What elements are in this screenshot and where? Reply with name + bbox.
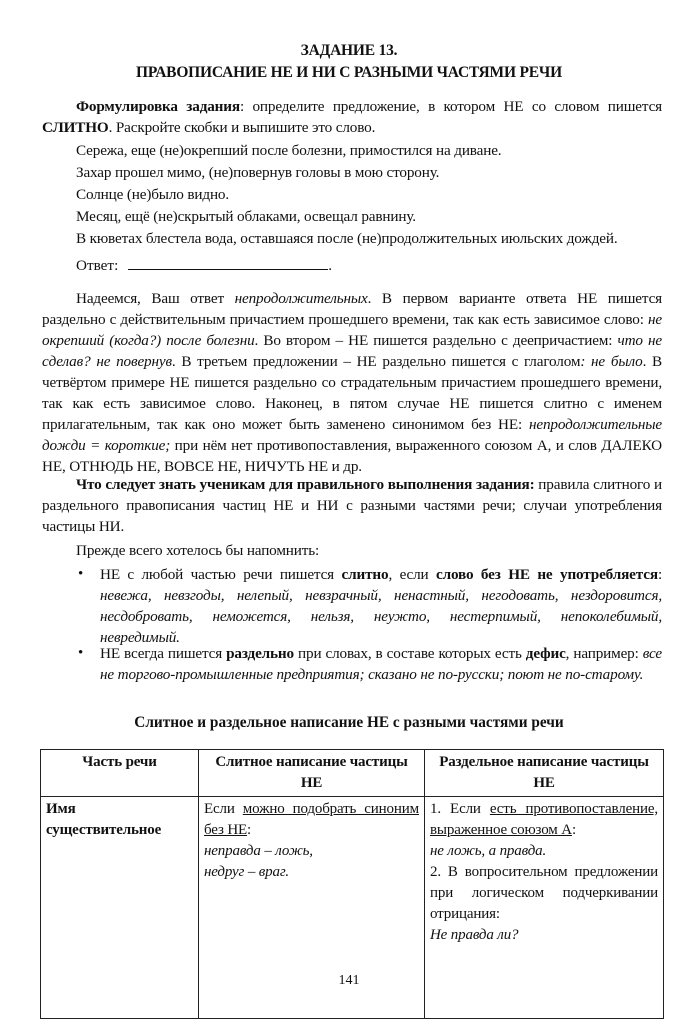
sentence-2: Захар прошел мимо, (не)повернув головы в мою сторону. [76,164,440,181]
answer-row: Ответ: . [76,257,333,274]
example-line: недруг – враг. [204,864,289,880]
task-number-heading: ЗАДАНИЕ 13. [300,42,398,59]
example-line: Не правда ли? [430,927,519,943]
cell-fused-rule: Если можно подобрать синоним без НЕ: неправда – ложь, недруг – враг. [199,797,425,1019]
reminder-line: Прежде всего хотелось бы напомнить: [76,542,320,559]
answer-blank-field[interactable] [128,255,328,270]
column-header-fused: Слитное написание частицы НЕ [199,750,425,797]
task-topic-heading: ПРАВОПИСАНИЕ НЕ И НИ С РАЗНЫМИ ЧАСТЯМИ РЕЧИ [136,64,562,81]
column-header-part-of-speech: Часть речи [41,750,199,797]
cell-part-of-speech: Имя существительное [41,797,199,1019]
sentence-5: В кюветах блестела вода, оставшаяся после (не)продолжительных июльских дождей. [76,230,618,247]
knowledge-label: Что следует знать ученикам для правильного выполнения задания: [76,476,535,493]
answer-label: Ответ: [76,257,119,274]
example-line: неправда – ложь, [204,843,313,859]
task-label: Формулировка задания [76,98,240,115]
task-statement: Формулировка задания: определите предложение, в котором НЕ со словом пишется СЛИТНО. Раскройте скобки и выпишите это слово. [42,98,662,136]
explanation-paragraph: Надеемся, Ваш ответ непродолжительных. В первом варианте ответа НЕ пишется раздельно с действительным причастием прошедшего времени, так как есть зависимое слово: не окрепший (когда?) после болезни. Во втором – НЕ пишется раздельно с деепричастием: что не сделав? не повернув. В третьем предложении – НЕ раздельно пишется с глаголом: не было. В четвёртом примере НЕ пишется раздельно со страдательным причастием прошедшего времени, так как есть зависимое слово. Наконец, в пятом случае НЕ пишется слитно с именем прилагательным, так как оно может быть заменено синонимом без НЕ: непродолжительные дожди = короткие; при нём нет противопоставления, выраженного союзом А, и слов ДАЛЕКО НЕ, ОТНЮДЬ НЕ, ВОВСЕ НЕ, НИЧУТЬ НЕ и др. [42,290,663,475]
column-header-separate: Раздельное написание частицы НЕ [425,750,664,797]
cell-separate-rule: 1. Если есть противопоставление, выраженное союзом А: не ложь, а правда. 2. В вопросительном предложении при логическом подчеркивании отрицания: Не правда ли? [425,797,664,1019]
knowledge-paragraph: Что следует знать ученикам для правильного выполнения задания: правила слитного и раздельного правописания частиц НЕ и НИ с разными частями речи; случаи употребления частицы НИ. [42,476,662,535]
table-title: Слитное и раздельное написание НЕ с разными частями речи [134,714,564,731]
rule-bullet-2: • НЕ всегда пишется раздельно при словах, в составе которых есть дефис, например: все не торгово-промышленные предприятия; сказано не по-русски; поют не по-старому. [78,645,662,683]
task-emphasis: СЛИТНО [42,119,109,136]
sentence-1: Сережа, еще (не)окрепший после болезни, примостился на диване. [76,142,502,159]
rule-bullet-1: • НЕ с любой частью речи пишется слитно, если слово без НЕ не употребляется: невежа, невзгоды, нелепый, невзрачный, ненастный, негодовать, нездоровится, несдобровать, неможется, нельзя, неужто, нестерпимый, непоколебимый, невредимый. [78,566,663,646]
sentence-4: Месяц, ещё (не)скрытый облаками, освещал равнину. [76,208,416,225]
table-header-row [41,750,664,797]
bullet-icon: • [78,645,84,661]
sentence-3: Солнце (не)было видно. [76,186,230,203]
example-line: не ложь, а правда. [430,843,547,859]
page-number: 141 [338,973,360,988]
bullet-icon: • [78,566,84,582]
